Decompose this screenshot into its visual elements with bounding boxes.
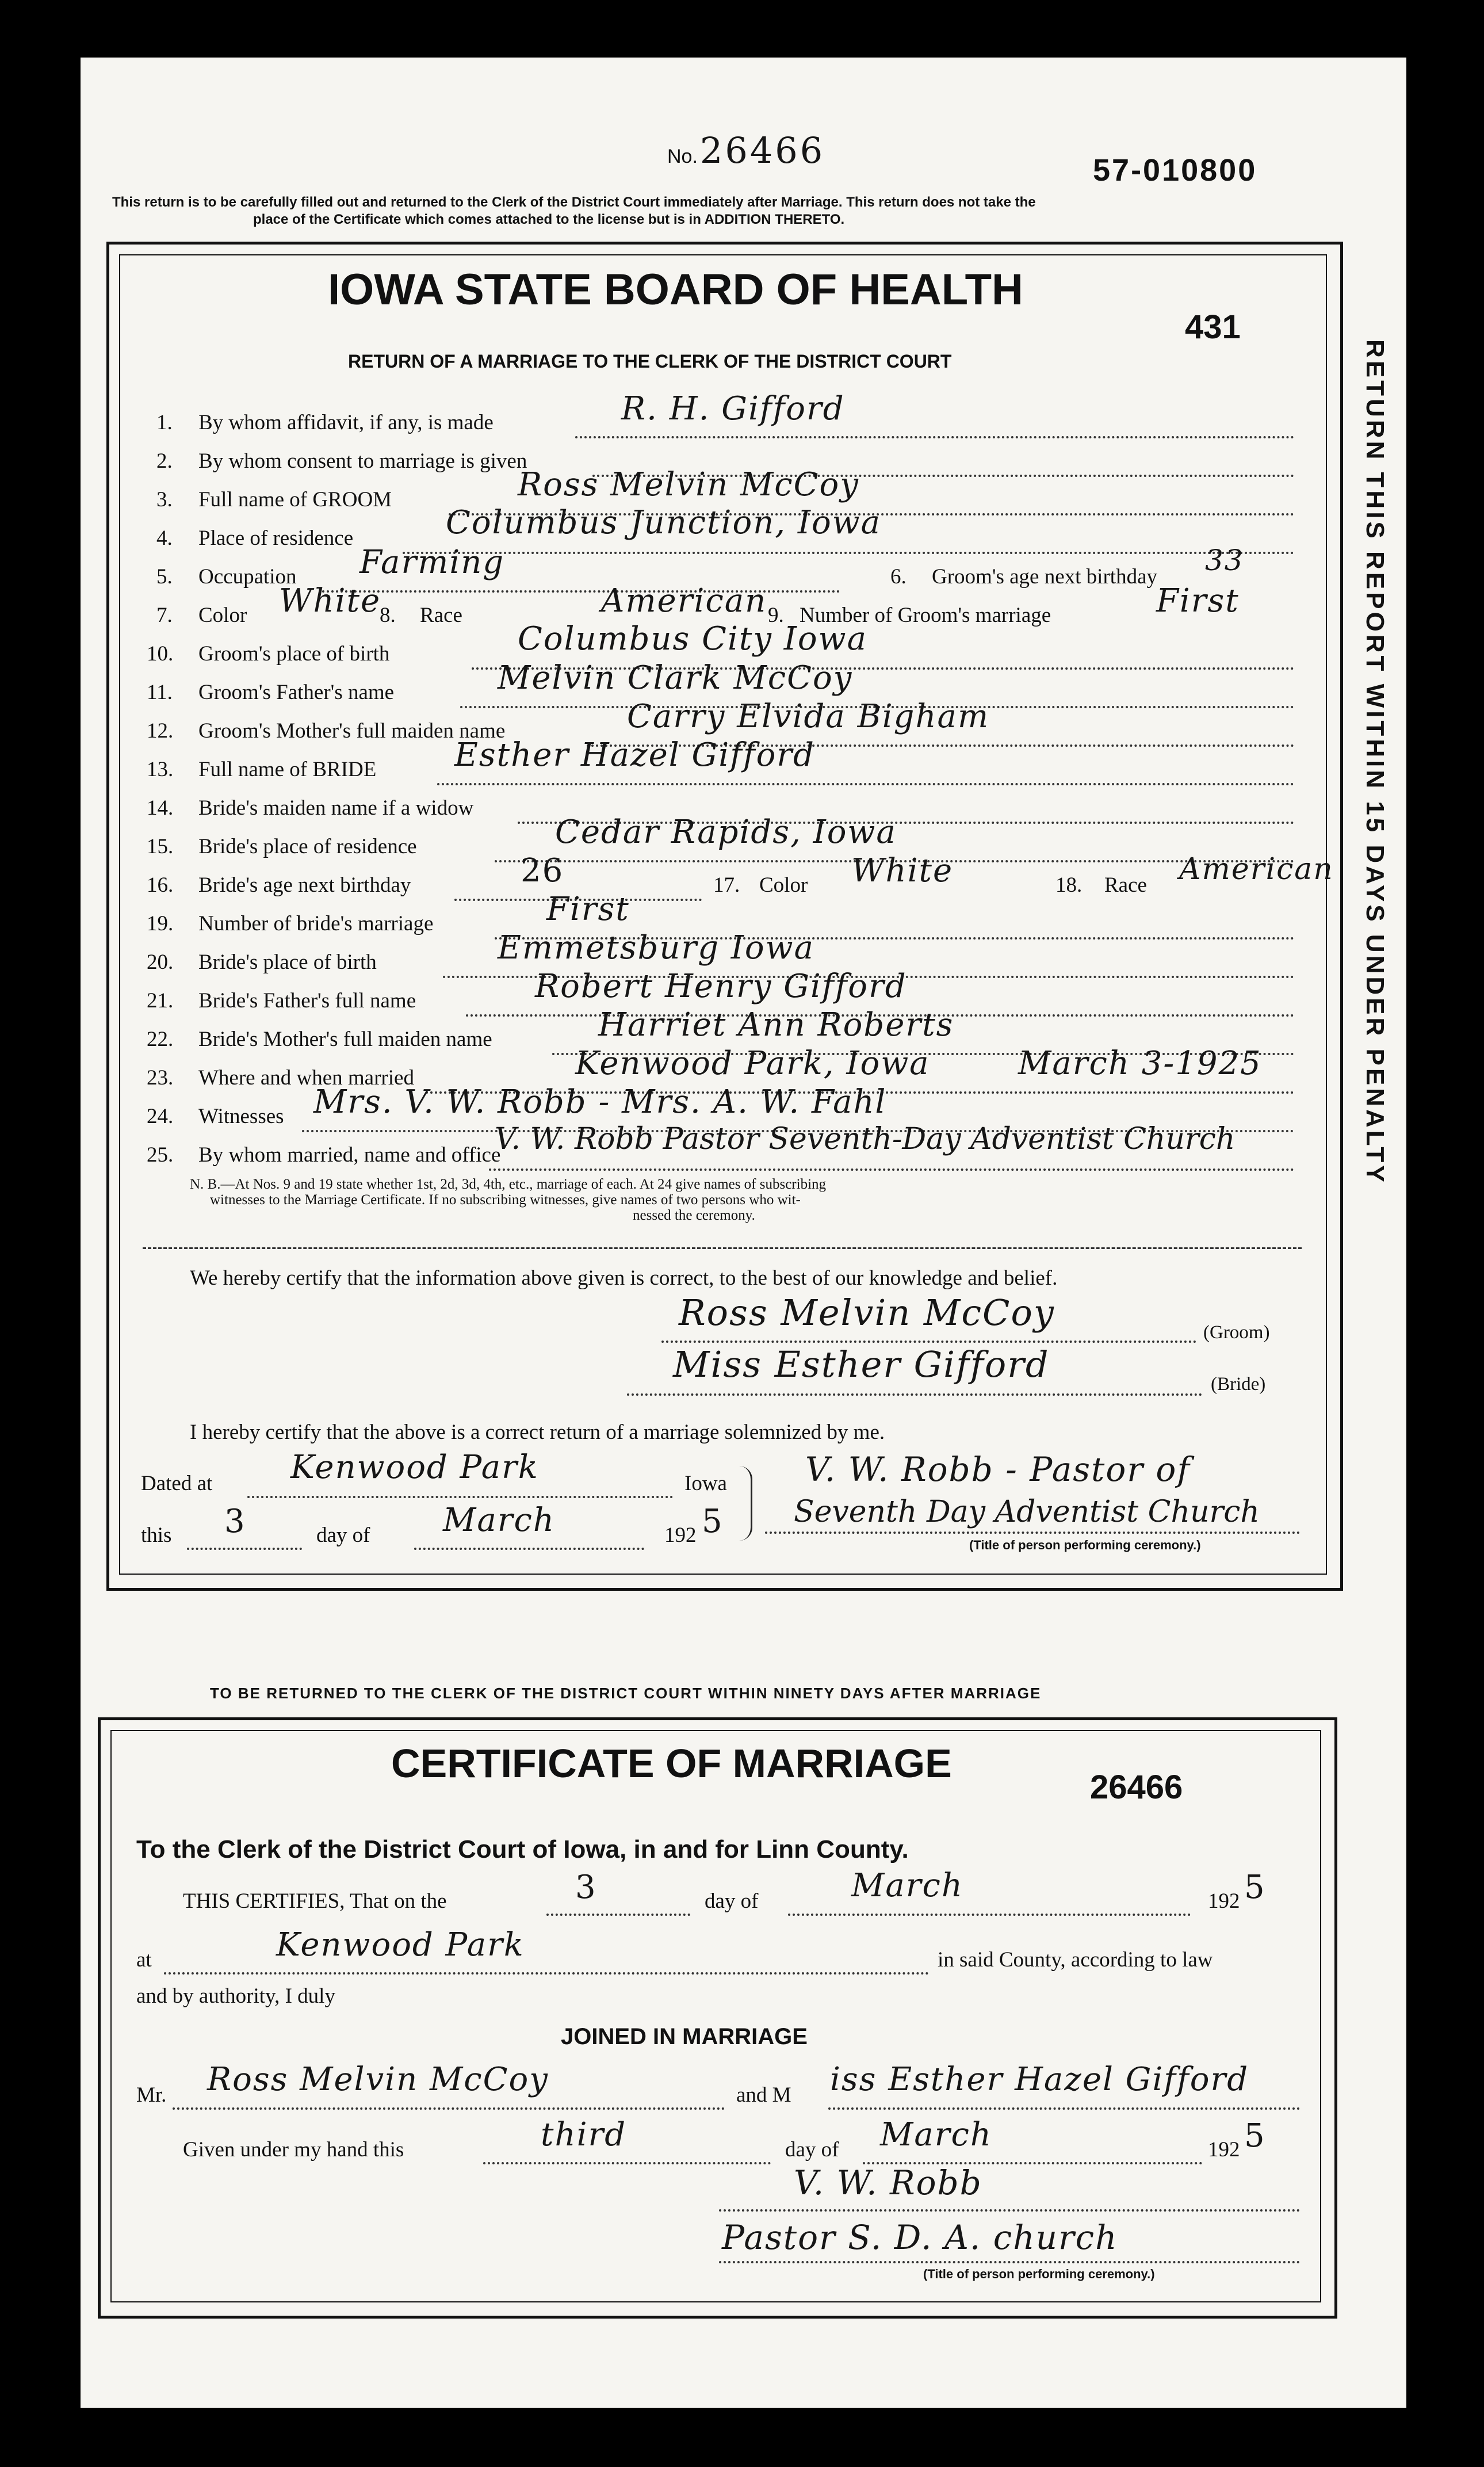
- field-label: Full name of GROOM: [198, 488, 392, 511]
- certificate-inner-border: [110, 1730, 1321, 2302]
- and-miss-label: and M: [736, 2083, 791, 2107]
- field-number: 14.: [147, 796, 174, 820]
- field-label: Race: [420, 604, 462, 627]
- dated-at-line: [247, 1496, 673, 1498]
- field-label: Bride's Mother's full maiden name: [198, 1028, 492, 1051]
- field-value: Farming: [359, 544, 505, 581]
- field-number: 24.: [147, 1105, 174, 1128]
- given-year-prefix: 192: [1208, 2138, 1240, 2162]
- field-label: Color: [198, 604, 247, 627]
- field-number: 12.: [147, 719, 174, 743]
- officiant-line-2: Seventh Day Adventist Church: [794, 1495, 1260, 1529]
- field-line: [437, 783, 1294, 785]
- field-value: Kenwood Park, Iowa: [575, 1045, 930, 1082]
- cert-title-caption: (Title of person performing ceremony.): [923, 2267, 1155, 2281]
- this-label: this: [141, 1523, 172, 1547]
- board-title: IOWA STATE BOARD OF HEALTH: [328, 265, 1023, 314]
- cert-sign-line-1: V. W. Robb: [794, 2163, 982, 2202]
- field-line: [489, 1168, 1294, 1171]
- month-value: March: [443, 1502, 555, 1539]
- cert-month-line: [788, 1914, 1191, 1916]
- year-prefix: 192: [664, 1523, 697, 1547]
- field-value: Harriet Ann Roberts: [598, 1006, 954, 1044]
- field-value: White: [851, 852, 954, 889]
- field-number: 4.: [156, 526, 173, 550]
- day-value: 3: [224, 1503, 246, 1540]
- field-value: American: [601, 582, 767, 620]
- bracket-mark: [739, 1466, 752, 1541]
- field-label: Race: [1104, 873, 1147, 897]
- field-value: Emmetsburg Iowa: [498, 929, 814, 967]
- nb-note-line-3: nessed the ceremony.: [633, 1208, 755, 1223]
- field-number: 6.: [890, 565, 907, 589]
- given-year-suffix: 5: [1244, 2117, 1266, 2155]
- field-label: Bride's maiden name if a widow: [198, 796, 474, 820]
- field-label: Bride's place of residence: [198, 835, 417, 858]
- field-label: By whom consent to marriage is given: [198, 449, 527, 473]
- field-number: 13.: [147, 758, 174, 781]
- field-label: Witnesses: [198, 1105, 284, 1128]
- field-value: Columbus City Iowa: [518, 620, 867, 658]
- field-line: [403, 552, 1294, 554]
- number-label: No.: [667, 146, 698, 167]
- cert-place-line: [164, 1972, 929, 1975]
- instruction-line-1: This return is to be carefully filled out and returned to the Clerk of the District Court immediately after Marriage. This return does not take the: [112, 194, 1036, 210]
- field-label: Groom's age next birthday: [932, 565, 1157, 589]
- field-number: 10.: [147, 642, 174, 666]
- field-number: 17.: [713, 873, 740, 897]
- nb-note-line-2: witnesses to the Marriage Certificate. If no subscribing witnesses, give names of two persons who wit-: [210, 1192, 801, 1208]
- field-line: [575, 436, 1294, 438]
- cert-sign-line-rule-1: [719, 2209, 1300, 2212]
- field-number: 5.: [156, 565, 173, 589]
- field-label: Groom's place of birth: [198, 642, 390, 666]
- field-value: Ross Melvin McCoy: [518, 466, 859, 503]
- month-line: [414, 1548, 644, 1550]
- field-value: Carry Elvida Bigham: [627, 698, 990, 735]
- dated-at-label: Dated at: [141, 1472, 213, 1495]
- field-value: Robert Henry Gifford: [535, 968, 907, 1005]
- groom-label: (Groom): [1203, 1322, 1270, 1343]
- cert-year-suffix: 5: [1244, 1869, 1266, 1906]
- field-label: Color: [759, 873, 808, 897]
- cert-bride-line: [828, 2107, 1300, 2110]
- field-value: Esther Hazel Gifford: [454, 736, 815, 774]
- section-divider: [143, 1247, 1302, 1249]
- groom-signature: Ross Melvin McCoy: [679, 1292, 1055, 1334]
- field-number: 20.: [147, 950, 174, 974]
- cert-sign-line-2: Pastor S. D. A. church: [722, 2218, 1118, 2257]
- cert-month-value: March: [851, 1867, 963, 1904]
- field-value: 26: [521, 852, 564, 889]
- authority-text: and by authority, I duly: [136, 1984, 335, 2008]
- groom-signature-line: [661, 1341, 1196, 1343]
- cert-bride-value: iss Esther Hazel Gifford: [830, 2061, 1249, 2098]
- field-number: 25.: [147, 1143, 174, 1167]
- given-day-value: third: [541, 2116, 627, 2153]
- field-number: 8.: [380, 604, 396, 627]
- given-label: Given under my hand this: [183, 2138, 404, 2162]
- field-label: Full name of BRIDE: [198, 758, 377, 781]
- bride-signature: Miss Esther Gifford: [673, 1343, 1050, 1385]
- field-number: 3.: [156, 488, 173, 511]
- field-label: Number of bride's marriage: [198, 912, 434, 935]
- field-value: American: [1179, 852, 1334, 887]
- bride-signature-line: [627, 1393, 1202, 1396]
- field-value: First: [546, 891, 630, 928]
- field-value: R. H. Gifford: [621, 390, 845, 427]
- officiant-certify-statement: I hereby certify that the above is a correct return of a marriage solemnized by me.: [190, 1420, 885, 1444]
- number-value: 26466: [699, 129, 825, 171]
- field-value: 33: [1205, 544, 1244, 577]
- given-day-of-label: day of: [785, 2138, 839, 2162]
- given-month-value: March: [880, 2116, 992, 2153]
- field-number: 15.: [147, 835, 174, 858]
- field-value: V. W. Robb Pastor Seventh-Day Adventist Church: [495, 1122, 1236, 1156]
- field-label: Groom's Mother's full maiden name: [198, 719, 506, 743]
- cert-place-value: Kenwood Park: [276, 1926, 525, 1964]
- field-number: 2.: [156, 449, 173, 473]
- field-label: Occupation: [198, 565, 297, 589]
- county-text: in said County, according to law: [938, 1948, 1213, 1972]
- field-label: By whom affidavit, if any, is made: [198, 411, 494, 434]
- field-label: Bride's age next birthday: [198, 873, 411, 897]
- cert-day-line: [546, 1914, 690, 1916]
- field-label: Number of Groom's marriage: [800, 604, 1051, 627]
- year-suffix: 5: [702, 1503, 724, 1540]
- to-clerk-line: To the Clerk of the District Court of Iowa, in and for Linn County.: [136, 1835, 909, 1863]
- given-day-line: [483, 2162, 771, 2164]
- field-label: Where and when married: [198, 1066, 414, 1090]
- ninety-days-note: TO BE RETURNED TO THE CLERK OF THE DISTRICT COURT WITHIN NINETY DAYS AFTER MARRIAGE: [210, 1685, 1042, 1702]
- cert-day-value: 3: [575, 1869, 597, 1906]
- field-value: White: [279, 582, 381, 620]
- joined-in-marriage: JOINED IN MARRIAGE: [561, 2024, 808, 2049]
- field-number: 23.: [147, 1066, 174, 1090]
- certify-statement: We hereby certify that the information above given is correct, to the best of our knowledge and belief.: [190, 1266, 1058, 1290]
- field-number: 11.: [147, 681, 173, 704]
- title-caption: (Title of person performing ceremony.): [969, 1538, 1201, 1552]
- certificate-number: 26466: [1090, 1769, 1183, 1806]
- field-number: 19.: [147, 912, 174, 935]
- field-value: March 3-1925: [1018, 1045, 1262, 1082]
- cert-day-of-label: day of: [705, 1889, 759, 1913]
- officiant-line: [765, 1532, 1300, 1534]
- field-value: Melvin Clark McCoy: [498, 659, 853, 697]
- dated-at-value: Kenwood Park: [290, 1449, 539, 1486]
- cert-groom-line: [173, 2107, 725, 2110]
- cert-sign-line-rule-2: [719, 2261, 1300, 2263]
- officiant-line-1: V. W. Robb - Pastor of: [805, 1450, 1191, 1489]
- field-value: Columbus Junction, Iowa: [446, 504, 881, 541]
- field-number: 18.: [1055, 873, 1083, 897]
- field-label: By whom married, name and office: [198, 1143, 501, 1167]
- field-value: Cedar Rapids, Iowa: [555, 814, 897, 851]
- field-number: 22.: [147, 1028, 174, 1051]
- instruction-line-2: place of the Certificate which comes attached to the license but is in ADDITION THERETO.: [253, 212, 845, 227]
- field-label: Groom's Father's name: [198, 681, 395, 704]
- day-line: [187, 1548, 302, 1550]
- cert-year-prefix: 192: [1208, 1889, 1240, 1913]
- nb-note-line-1: N. B.—At Nos. 9 and 19 state whether 1st, 2d, 3d, 4th, etc., marriage of each. At 24 give names of subscribing: [190, 1177, 827, 1192]
- cert-groom-value: Ross Melvin McCoy: [207, 2061, 549, 2098]
- iowa-label: Iowa: [684, 1472, 727, 1495]
- certifies-label: THIS CERTIFIES, That on the: [183, 1889, 447, 1913]
- cert-at-label: at: [136, 1948, 152, 1972]
- record-number: [667, 129, 825, 171]
- mr-label: Mr.: [136, 2083, 167, 2107]
- field-label: Bride's Father's full name: [198, 989, 416, 1013]
- field-number: 9.: [768, 604, 784, 627]
- day-of-label: day of: [316, 1523, 370, 1547]
- field-value: Mrs. V. W. Robb - Mrs. A. W. Fahl: [313, 1083, 887, 1121]
- field-number: 1.: [156, 411, 173, 434]
- field-label: Place of residence: [198, 526, 354, 550]
- return-subtitle: RETURN OF A MARRIAGE TO THE CLERK OF THE DISTRICT COURT: [348, 351, 952, 372]
- field-value: First: [1156, 582, 1240, 620]
- bride-label: (Bride): [1211, 1374, 1266, 1395]
- page-number: 431: [1185, 308, 1241, 346]
- certificate-title: CERTIFICATE OF MARRIAGE: [391, 1741, 952, 1786]
- file-number: 57-010800: [1093, 153, 1257, 188]
- field-label: Bride's place of birth: [198, 950, 377, 974]
- field-number: 21.: [147, 989, 174, 1013]
- field-number: 7.: [156, 604, 173, 627]
- field-number: 16.: [147, 873, 174, 897]
- side-penalty-note: RETURN THIS REPORT WITHIN 15 DAYS UNDER PENALTY: [1361, 339, 1389, 1185]
